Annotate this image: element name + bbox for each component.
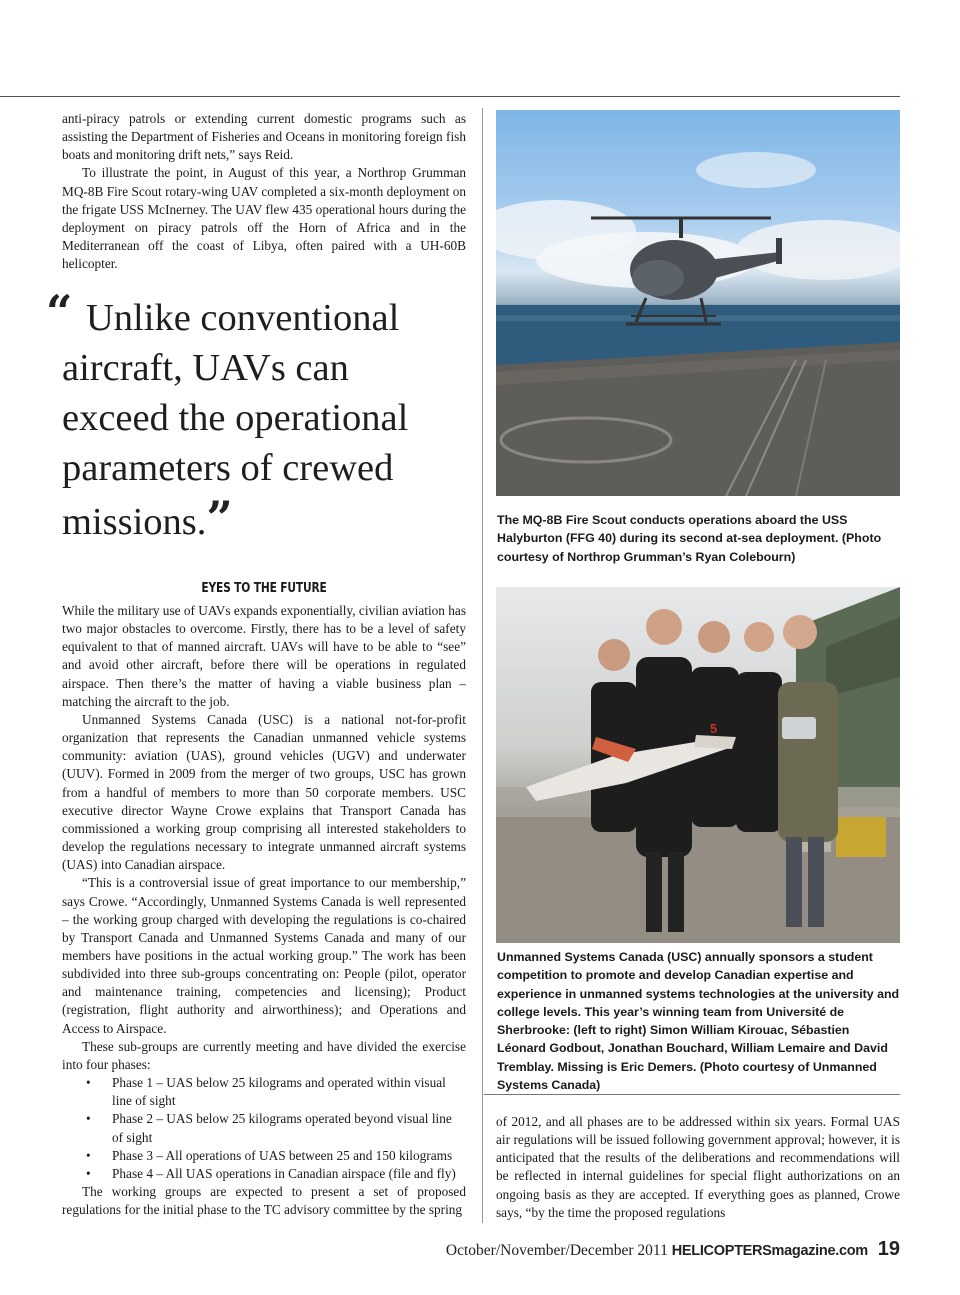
uav-tail-number: 5 xyxy=(710,721,718,736)
pull-quote xyxy=(46,285,482,547)
magazine-url: HELICOPTERSmagazine.com xyxy=(671,1243,868,1259)
phase-text: Phase 2 – UAS below 25 kilograms operated beyond visual line of sight xyxy=(112,1111,452,1145)
bullet-icon: • xyxy=(86,1075,91,1091)
open-quote-mark: “ xyxy=(46,285,73,339)
list-item xyxy=(62,1110,466,1146)
body-paragraph: The working groups are expected to present a set of proposed regulations for the initial phase to the TC advisory committee by the spring xyxy=(62,1184,466,1218)
body-paragraph: Unmanned Systems Canada (USC) is a national not-for-profit organization that represents the Canadian unmanned vehicle systems community: aviation (UAS), ground vehicles (UGV) and underwater (UUV). Formed in 2009 from the merger of two groups, USC has grown from a handful of members to more than 50 corporate members. USC executive director Wayne Crowe explains that Transport Canada has commissioned a working group comprising all interested stakeholders to develop the regulations necessary to integrate unmanned aircraft systems (UAS) into Canadian airspace. xyxy=(62,711,466,873)
intro-paragraph: To illustrate the point, in August of this year, a Northrop Grumman MQ-8B Fire Scout rotary-wing UAV completed a six-month deployment on the frigate USS McInerney. The UAV flew 435 operational hours during the deployment on piracy patrols off the Horn of Africa and in the Mediterranean off the coast of Libya, often paired with a UH-60B helicopter. xyxy=(62,165,466,272)
fire-scout-photo xyxy=(496,110,900,496)
fire-scout-illustration xyxy=(496,110,900,496)
bullet-icon: • xyxy=(86,1111,91,1127)
intro-text xyxy=(62,110,466,273)
student-team-photo xyxy=(496,587,900,943)
body-paragraph: of 2012, and all phases are to be addressed within six years. Formal UAS air regulations will be issued following government approval; however, it is anticipated that the results of the deliberations and recommendations will be reflected in internal guidelines for special flight authorizations on an ongoing basis as they are accepted. If everything goes as planned, Crowe says, “by the time the proposed regulations xyxy=(496,1114,900,1220)
phase-text: Phase 1 – UAS below 25 kilograms and operated within visual line of sight xyxy=(112,1075,446,1109)
right-column-text xyxy=(496,1113,900,1222)
pull-quote-line: parameters of crewed xyxy=(62,447,394,489)
body-paragraph: “This is a controversial issue of great importance to our membership,” says Crowe. “Accordingly, Unmanned Systems Canada is well represented – the working group charged with developing the regulations is co-chaired by Transport Canada and Unmanned Systems Canada and many of our members have positions in the actual working group.” The work has been subdivided into three sub-groups concentrating on: People (pilot, operator and maintenance training, competencies and licensing); Product (registration, flight authority and airworthiness); and Operations and Access to Airspace. xyxy=(62,875,466,1036)
section-body xyxy=(62,602,466,1219)
issue-date: October/November/December 2011 xyxy=(445,1242,668,1259)
intro-paragraph: anti-piracy patrols or extending current domestic programs such as assisting the Department of Fisheries and Oceans in monitoring foreign fish boats and monitoring drift nets,” says Reid. xyxy=(62,111,466,163)
header-rule xyxy=(0,96,900,97)
phase-text: Phase 3 – All operations of UAS between 25 and 150 kilograms xyxy=(112,1147,453,1163)
bullet-icon: • xyxy=(86,1165,91,1181)
close-quote-mark: ” xyxy=(206,491,233,545)
pull-quote-line: aircraft, UAVs can xyxy=(62,347,349,389)
page-number: 19 xyxy=(877,1238,900,1260)
column-divider xyxy=(482,108,483,1223)
phase-text: Phase 4 – All UAS operations in Canadian airspace (file and fly) xyxy=(112,1165,456,1181)
photo-caption: The MQ-8B Fire Scout conducts operations aboard the USS Halyburton (FFG 40) during its second at-sea deployment. (Photo courtesy of Northrop Grumman’s Ryan Colebourn) xyxy=(497,513,882,564)
list-item xyxy=(62,1074,466,1110)
photo-caption: Unmanned Systems Canada (USC) annually sponsors a student competition to promote and develop Canadian expertise and experience in unmanned systems technologies at the university and college levels. This year’s winning team from Université de Sherbrooke: (left to right) Simon William Kirouac, Sébastien Léonard Godbout, Jonathan Bouchard, William Lemaire and David Tremblay. Missing is Eric Demers. (Photo courtesy of Unmanned Systems Canada) xyxy=(497,950,900,1093)
body-paragraph: These sub-groups are currently meeting and have divided the exercise into four phases: xyxy=(62,1038,466,1072)
list-item xyxy=(62,1165,466,1183)
pull-quote-last-words: missions. xyxy=(62,501,207,543)
section-heading: EYES TO THE FUTURE xyxy=(201,581,327,596)
phase-list xyxy=(62,1074,466,1183)
bullet-icon: • xyxy=(86,1147,91,1163)
page-footer xyxy=(360,1238,900,1261)
body-paragraph: While the military use of UAVs expands exponentially, civilian aviation has two major obstacles to overcome. Firstly, there has to be a level of safety equivalent to that of manned aircraft. UAVs will have to be able to “see” and avoid other aircraft, before there will be operations in regulated airspace. Then there’s the matter of having a viable business plan – matching the aircraft to the job. xyxy=(62,603,466,709)
pull-quote-line: exceed the operational xyxy=(62,397,409,439)
list-item xyxy=(62,1147,466,1165)
pull-quote-line xyxy=(62,493,482,547)
pull-quote-line: Unlike conventional xyxy=(86,297,400,339)
student-team-illustration xyxy=(496,587,900,943)
